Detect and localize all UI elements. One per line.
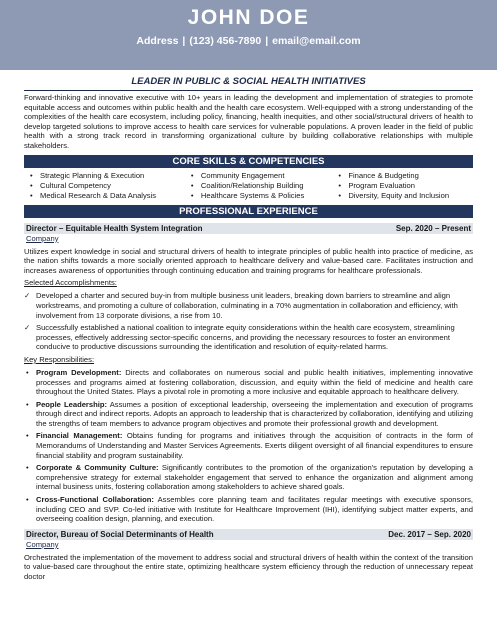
- responsibility-body: Assumes a position of exceptional leadership, overseeing the implementation and execution of programs through direct and indirect reports. Adopts an approach to leadership that is characterized by collaboration, identifying and utilizing the strengths of team members to advance program objectives and promote their professional growth and development.: [36, 399, 473, 428]
- skill-label: Cultural Competency: [40, 180, 111, 190]
- skill-item: [30, 171, 185, 181]
- job-title: Director, Bureau of Social Determinants of Health: [26, 529, 214, 539]
- skill-item: [191, 191, 332, 201]
- responsibility-body: Directs and collaborates on numerous social and public health initiatives, implementing innovative processes and programs aimed at fostering collaboration, discussion, and equity within the field of medicine and health care throughout the United States. Plays a pivotal role in promoting a more inclusive and equitable approach to healthcare delivery.: [36, 367, 473, 397]
- accomplishment-text: Developed a charter and secured buy-in from multiple business unit leaders, breaking down barriers to streamline and align workstreams, and promoting a culture of collaboration, culminating in a 70% augmentation in collaboration and efficiency, with involvement from 13 corporate divisions, a rise from 10.: [36, 291, 458, 320]
- responsibility-label: Corporate & Community Culture:: [36, 463, 159, 473]
- skill-item: [30, 181, 185, 191]
- job-dates: Dec. 2017 – Sep. 2020: [388, 529, 471, 539]
- skill-label: Program Evaluation: [348, 180, 416, 190]
- bullet-icon: •: [26, 431, 29, 441]
- bullet-icon: •: [26, 399, 29, 409]
- responsibility-body: Assembles core planning team and facilitates regular meetings with executive sponsors, including CEO and SVP. Co-led initiative with Institute for Healthcare Improvement (IHI), identifying subject matter experts, and overseeing coalition design, planning, and execution.: [36, 495, 473, 524]
- responsibility-label: Financial Management:: [36, 431, 123, 441]
- bullet-icon: •: [338, 170, 341, 180]
- responsibility-item: [26, 368, 473, 397]
- skill-item: [338, 181, 473, 191]
- bullet-icon: •: [190, 180, 194, 190]
- skill-label: Medical Research & Data Analysis: [40, 190, 157, 200]
- checkmark-icon: ✓: [24, 323, 31, 333]
- skill-label: Diversity, Equity and Inclusion: [348, 190, 450, 200]
- responsibility-text: [36, 463, 473, 492]
- responsibility-body: Obtains funding for programs and initiatives through the acquisition of contracts in the form of Memorandums of Understanding and Master Services Agreements. Exerts diligent oversight of all financial expenditures to ensure financial stability and program sustainability.: [36, 431, 473, 460]
- accomplishments-heading: Selected Accomplishments:: [24, 278, 117, 288]
- responsibility-text: [36, 495, 473, 524]
- skill-item: [191, 171, 332, 181]
- responsibility-label: Cross-Functional Collaboration:: [36, 495, 154, 505]
- contact-separator: |: [182, 35, 186, 47]
- checkmark-icon: ✓: [24, 291, 31, 301]
- job-header: [24, 223, 473, 234]
- responsibility-body: Significantly contributes to the promotion of the organization's reputation by developing a comprehensive strategy for external stakeholder engagement that served to enhance the organization and alignment among internal business units, fostering collaboration among stakeholders to achieve shared goals.: [36, 463, 473, 492]
- skills-grid: [30, 171, 473, 201]
- skill-label: Finance & Budgeting: [348, 170, 419, 180]
- skill-label: Healthcare Systems & Policies: [200, 190, 305, 200]
- company-name: Company: [26, 233, 59, 243]
- bullet-icon: •: [26, 463, 29, 473]
- experience-section-title: PROFESSIONAL EXPERIENCE: [24, 205, 473, 218]
- accomplishment-item: [24, 291, 473, 320]
- accomplishment-text: Successfully established a national coalition to integrate equity considerations within the health care ecosystem, streamlining processes, effectively addressing sector-specific concerns, and providing the necessary resources to foster an environment conducive to productive discussions surrounding the identification and resolution of equity-related harms.: [36, 323, 455, 352]
- skill-label: Community Engagement: [200, 170, 285, 180]
- contact-separator: |: [265, 35, 269, 47]
- skill-item: [191, 181, 332, 191]
- skill-label: Coalition/Relationship Building: [200, 180, 304, 190]
- bullet-icon: •: [30, 190, 33, 200]
- responsibilities-heading: Key Responsibilities:: [24, 354, 95, 364]
- responsibility-text: [36, 431, 473, 460]
- responsibility-text: [36, 368, 473, 397]
- bullet-icon: •: [26, 495, 29, 505]
- responsibility-item: [26, 495, 473, 524]
- skill-item: [30, 191, 185, 201]
- skill-label: Strategic Planning & Execution: [40, 170, 145, 180]
- contact-email: email@email.com: [272, 35, 361, 47]
- company-name: Company: [26, 539, 59, 549]
- resume-header: [0, 0, 497, 70]
- responsibility-item: [26, 463, 473, 492]
- accomplishment-item: [24, 323, 473, 352]
- job-description: Utilizes expert knowledge in social and structural drivers of health to integrate principles of public health into practice of medicine, as the nation shifts towards a more socially oriented approach to healthcare delivery and value-based care. Facilitates instruction and increases awareness of opportunities through continuing education and training programs for healthcare professionals.: [24, 246, 473, 275]
- job-header: [24, 529, 473, 540]
- job-description: Orchestrated the implementation of the movement to address social and structural drivers of health within the context of the transition to value-based care throughout the entire state, optimizing healthcare system efficiency through the reduction of unnecessary repeat doctor: [24, 552, 473, 581]
- bullet-icon: •: [190, 190, 194, 200]
- summary-paragraph: Forward-thinking and innovative executive with 10+ years in leading the development and implementation of strategies to promote equitable access and outcomes within public health and the health care ecosystem. Well-equipped with a strong understanding of the complexities of the health care ecosystem, including policy, financing, health inequities, and other social/structural drivers of health to develop targeted solutions to improve access to health care services for vulnerable populations. A proven leader in the field of public health with a strong track record in transforming organizational culture by building collaborative relationships with multiple stakeholders.: [24, 93, 473, 150]
- bullet-icon: •: [30, 170, 33, 180]
- skills-section-title: CORE SKILLS & COMPETENCIES: [24, 155, 473, 168]
- bullet-icon: •: [338, 180, 341, 190]
- job-title: Director – Equitable Health System Integration: [26, 223, 203, 233]
- skill-item: [338, 191, 473, 201]
- bullet-icon: •: [26, 367, 29, 377]
- bullet-icon: •: [190, 170, 194, 180]
- contact-phone: (123) 456-7890: [189, 35, 262, 47]
- contact-line: [0, 35, 497, 48]
- bullet-icon: •: [338, 190, 341, 200]
- job-dates: Sep. 2020 – Present: [395, 223, 471, 233]
- bullet-icon: •: [30, 180, 33, 190]
- candidate-name: JOHN DOE: [187, 6, 310, 29]
- contact-address: Address: [136, 35, 179, 47]
- responsibility-item: [26, 400, 473, 429]
- responsibility-item: [26, 431, 473, 460]
- skill-item: [338, 171, 473, 181]
- responsibility-text: [36, 400, 473, 429]
- responsibility-label: Program Development:: [36, 367, 122, 377]
- headline: LEADER IN PUBLIC & SOCIAL HEALTH INITIATIVES: [24, 76, 473, 91]
- responsibility-label: People Leadership:: [36, 399, 108, 409]
